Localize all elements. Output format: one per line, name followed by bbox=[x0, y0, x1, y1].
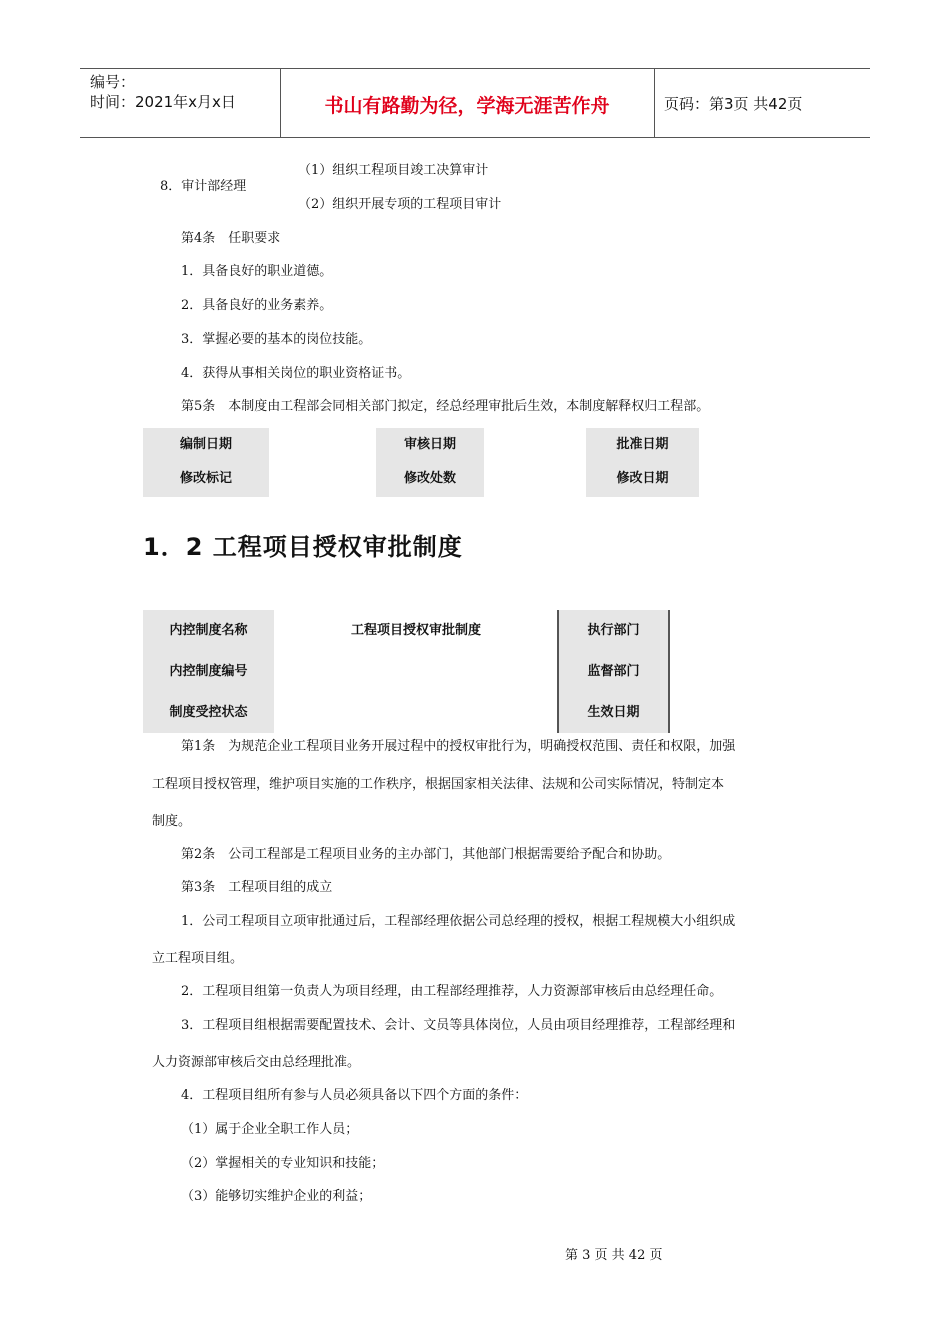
cell-label: 修改日期 bbox=[616, 471, 669, 486]
cell-label: 执行部门 bbox=[587, 623, 640, 638]
cell-label: 生效日期 bbox=[587, 705, 640, 720]
list-item: 3．掌握必要的基本的岗位技能。 bbox=[181, 332, 372, 347]
paragraph-line: 4．工程项目组所有参与人员必须具备以下四个方面的条件： bbox=[181, 1088, 528, 1103]
header-meta bbox=[90, 72, 236, 112]
revision-cell bbox=[143, 428, 269, 497]
duty-item: （2）组织开展专项的工程项目审计 bbox=[298, 197, 502, 212]
revision-cell bbox=[376, 428, 484, 497]
paragraph-line: 第2条 公司工程部是工程项目业务的主办部门，其他部门根据需要给予配合和协助。 bbox=[181, 847, 671, 862]
duty-item: （1）组织工程项目竣工决算审计 bbox=[298, 163, 489, 178]
section-title: 1．2 工程项目授权审批制度 bbox=[143, 533, 463, 561]
cell-label: 编制日期 bbox=[179, 437, 232, 452]
table-border bbox=[668, 610, 670, 733]
article-heading: 第4条 任职要求 bbox=[181, 231, 281, 246]
paragraph-line: （3）能够切实维护企业的利益； bbox=[181, 1189, 372, 1204]
list-item: 4．获得从事相关岗位的职业资格证书。 bbox=[181, 366, 411, 381]
paragraph-line: （2）掌握相关的专业知识和技能； bbox=[181, 1156, 385, 1171]
header-page-number: 页码：第3页 共42页 bbox=[664, 95, 803, 113]
cell-label: 修改标记 bbox=[179, 471, 232, 486]
paragraph-line: 人力资源部审核后交由总经理批准。 bbox=[152, 1055, 361, 1070]
header-divider bbox=[280, 69, 281, 137]
cell-label: 批准日期 bbox=[616, 437, 669, 452]
info-label-column bbox=[559, 610, 668, 733]
paragraph-line: 工程项目授权管理，维护项目实施的工作秩序，根据国家相关法律、法规和公司实际情况，特制定本 bbox=[152, 777, 725, 792]
paragraph-line: 2．工程项目组第一负责人为项目经理，由工程部经理推荐，人力资源部审核后由总经理任命。 bbox=[181, 984, 723, 999]
cell-label: 修改处数 bbox=[403, 471, 456, 486]
cell-label: 内控制度名称 bbox=[169, 623, 248, 638]
policy-name: 工程项目授权审批制度 bbox=[350, 623, 481, 638]
paragraph-line: 3．工程项目组根据需要配置技术、会计、文员等具体岗位，人员由项目经理推荐，工程部经理和 bbox=[181, 1018, 736, 1033]
article-5: 第5条 本制度由工程部会同相关部门拟定，经总经理审批后生效，本制度解释权归工程部。 bbox=[181, 399, 710, 414]
paragraph-line: 第1条 为规范企业工程项目业务开展过程中的授权审批行为，明确授权范围、责任和权限，加强 bbox=[181, 739, 736, 754]
paragraph-line: 制度。 bbox=[152, 814, 192, 829]
cell-label: 制度受控状态 bbox=[169, 705, 248, 720]
cell-label: 内控制度编号 bbox=[169, 664, 248, 679]
cell-label: 监督部门 bbox=[587, 664, 640, 679]
cell-label: 审核日期 bbox=[403, 437, 456, 452]
page-header bbox=[80, 68, 870, 138]
paragraph-line: 立工程项目组。 bbox=[152, 951, 244, 966]
revision-cell bbox=[586, 428, 699, 497]
list-item: 2．具备良好的业务素养。 bbox=[181, 298, 333, 313]
role-audit-manager: 8．审计部经理 bbox=[160, 179, 247, 194]
header-divider bbox=[654, 69, 655, 137]
paragraph-line: 第3条 工程项目组的成立 bbox=[181, 880, 333, 895]
info-label-column bbox=[143, 610, 274, 733]
header-motto: 书山有路勤为径，学海无涯苦作舟 bbox=[324, 95, 610, 117]
paragraph-line: （1）属于企业全职工作人员； bbox=[181, 1122, 359, 1137]
paragraph-line: 1．公司工程项目立项审批通过后，工程部经理依据公司总经理的授权，根据工程规模大小组织成 bbox=[181, 914, 736, 929]
list-item: 1．具备良好的职业道德。 bbox=[181, 264, 333, 279]
page-footer: 第 3 页 共 42 页 bbox=[565, 1248, 663, 1263]
header-time: 时间：2021年x月x日 bbox=[90, 93, 236, 111]
header-code: 编号： bbox=[90, 73, 136, 91]
